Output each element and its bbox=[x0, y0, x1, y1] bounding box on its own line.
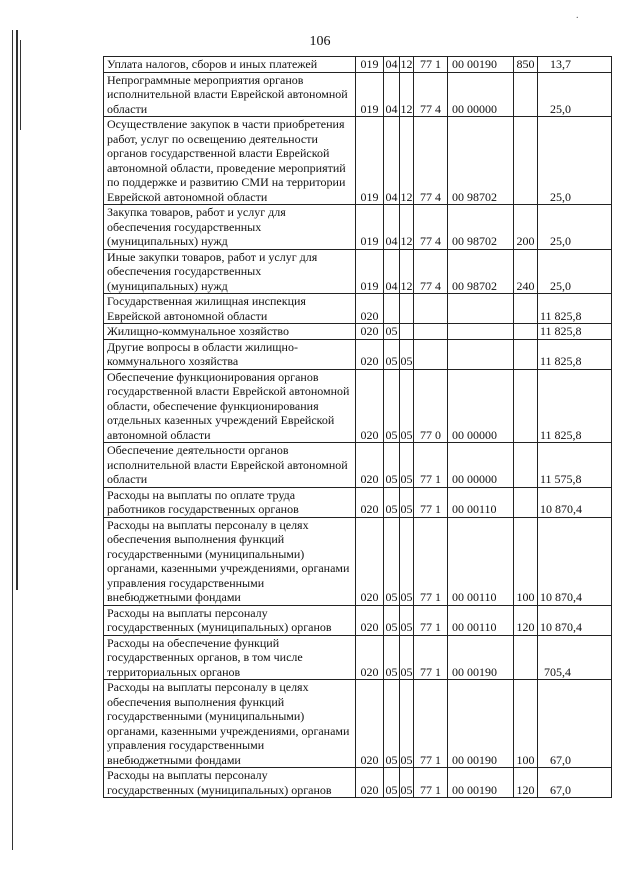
program-code-cell: 77 4 bbox=[414, 72, 448, 117]
subsection-code-cell: 05 bbox=[400, 605, 414, 635]
expense-type-cell: 100 bbox=[514, 517, 538, 605]
program-code-cell: 77 1 bbox=[414, 605, 448, 635]
section-code-cell bbox=[384, 294, 400, 324]
target-code-cell: 00 00110 bbox=[448, 517, 514, 605]
subsection-code-cell: 05 bbox=[400, 339, 414, 369]
section-code-cell: 05 bbox=[384, 369, 400, 443]
amount-cell: 25,0 bbox=[538, 205, 612, 250]
expense-type-cell bbox=[514, 72, 538, 117]
target-code-cell: 00 00000 bbox=[448, 369, 514, 443]
program-code-cell: 77 1 bbox=[414, 443, 448, 488]
amount-cell: 10 870,4 bbox=[538, 487, 612, 517]
table-row bbox=[104, 768, 612, 798]
item-name-cell: Расходы на выплаты персоналу государственных (муниципальных) органов bbox=[104, 768, 356, 798]
ministry-code-cell: 019 bbox=[356, 57, 384, 73]
subsection-code-cell: 12 bbox=[400, 117, 414, 205]
amount-cell: 25,0 bbox=[538, 249, 612, 294]
subsection-code-cell: 05 bbox=[400, 768, 414, 798]
target-code-cell: 00 00190 bbox=[448, 768, 514, 798]
ministry-code-cell: 020 bbox=[356, 487, 384, 517]
table-row bbox=[104, 635, 612, 680]
subsection-code-cell: 05 bbox=[400, 487, 414, 517]
section-code-cell: 05 bbox=[384, 487, 400, 517]
budget-table bbox=[103, 56, 612, 798]
ministry-code-cell: 019 bbox=[356, 72, 384, 117]
item-name-cell: Обеспечение функционирования органов государственной власти Еврейской автономной области, обеспечение функционирования отдельных казенных учреждений Еврейской автономной области bbox=[104, 369, 356, 443]
table-row bbox=[104, 57, 612, 73]
expense-type-cell bbox=[514, 487, 538, 517]
amount-cell: 11 575,8 bbox=[538, 443, 612, 488]
section-code-cell: 04 bbox=[385, 57, 398, 71]
table-row bbox=[104, 680, 612, 768]
item-name-cell: Расходы на выплаты персоналу государственных (муниципальных) органов bbox=[104, 605, 356, 635]
target-code-cell: 00 00110 bbox=[448, 487, 514, 517]
item-name-cell: Расходы на выплаты персоналу в целях обеспечения выполнения функций государственными (муниципальными) органами, казенными учреждениями, органами управления государственными внебюджетными фондами bbox=[104, 680, 356, 768]
target-code-cell: 00 98702 bbox=[448, 117, 514, 205]
section-code-cell: 05 bbox=[384, 517, 400, 605]
amount-cell: 10 870,4 bbox=[538, 517, 612, 605]
program-code-cell: 77 1 bbox=[414, 487, 448, 517]
amount-cell: 67,0 bbox=[538, 680, 612, 768]
item-name-cell: Расходы на выплаты персоналу в целях обеспечения выполнения функций государственными (муниципальными) органами, казенными учреждениями, органами управления государственными внебюджетными фондами bbox=[104, 517, 356, 605]
amount-cell: 25,0 bbox=[538, 117, 612, 205]
subsection-code-cell: 05 bbox=[400, 680, 414, 768]
item-name-cell: Осуществление закупок в части приобретения работ, услуг по освещению деятельности органов государственной власти Еврейской автономной области, проведение мероприятий по поддержке и развитию СМИ на территории Еврейской автономной области bbox=[104, 117, 356, 205]
program-code-cell: 77 4 bbox=[414, 205, 448, 250]
target-code-cell: 00 00190 bbox=[448, 635, 514, 680]
ministry-code-cell: 020 bbox=[356, 294, 384, 324]
section-code-cell: 05 bbox=[384, 635, 400, 680]
program-code-cell: 77 1 bbox=[414, 635, 448, 680]
expense-type-cell: 120 bbox=[514, 768, 538, 798]
amount-cell: 705,4 bbox=[538, 635, 612, 680]
ministry-code-cell: 020 bbox=[356, 517, 384, 605]
scan-speck: . bbox=[576, 10, 579, 21]
target-code-cell: 00 98702 bbox=[448, 249, 514, 294]
ministry-code-cell: 020 bbox=[356, 768, 384, 798]
item-name-cell: Государственная жилищная инспекция Еврейской автономной области bbox=[104, 294, 356, 324]
program-code-cell: 77 1 bbox=[414, 57, 448, 73]
target-code-cell bbox=[448, 324, 514, 340]
section-code-cell: 05 bbox=[384, 680, 400, 768]
expense-type-cell bbox=[514, 369, 538, 443]
expense-type-cell: 240 bbox=[514, 249, 538, 294]
target-code-cell: 00 00110 bbox=[448, 605, 514, 635]
ministry-code-cell: 019 bbox=[356, 117, 384, 205]
section-code-cell: 04 bbox=[384, 117, 400, 205]
item-name-cell: Обеспечение деятельности органов исполнительной власти Еврейской автономной области bbox=[104, 443, 356, 488]
amount-cell: 25,0 bbox=[538, 72, 612, 117]
target-code-cell: 00 00000 bbox=[448, 443, 514, 488]
table-row bbox=[104, 339, 612, 369]
expense-type-cell bbox=[514, 443, 538, 488]
binding-line bbox=[12, 30, 13, 850]
expense-type-cell: 850 bbox=[514, 57, 538, 73]
subsection-code-cell: 05 bbox=[400, 517, 414, 605]
expense-type-cell: 200 bbox=[514, 205, 538, 250]
section-code-cell: 05 bbox=[384, 339, 400, 369]
section-code-cell: 05 bbox=[384, 605, 400, 635]
table-row bbox=[104, 324, 612, 340]
amount-cell: 13,7 bbox=[538, 57, 612, 73]
table-row bbox=[104, 605, 612, 635]
program-code-cell: 77 4 bbox=[414, 249, 448, 294]
table-row bbox=[104, 117, 612, 205]
table-body bbox=[104, 57, 612, 798]
program-code-cell: 77 1 bbox=[414, 680, 448, 768]
subsection-code-cell: 12 bbox=[400, 205, 414, 250]
table-row bbox=[104, 487, 612, 517]
expense-type-cell: 120 bbox=[514, 605, 538, 635]
table-row bbox=[104, 249, 612, 294]
program-code-cell: 77 4 bbox=[414, 117, 448, 205]
ministry-code-cell: 019 bbox=[356, 249, 384, 294]
ministry-code-cell: 019 bbox=[356, 205, 384, 250]
subsection-code-cell: 12 bbox=[400, 57, 413, 71]
target-code-cell: 00 00000 bbox=[448, 72, 514, 117]
program-code-cell bbox=[414, 294, 448, 324]
table-row bbox=[104, 72, 612, 117]
section-code-cell: 04 bbox=[384, 72, 400, 117]
section-code-cell: 05 bbox=[385, 324, 398, 338]
subsection-code-cell: 12 bbox=[400, 72, 414, 117]
item-name-cell: Другие вопросы в области жилищно-коммунального хозяйства bbox=[104, 339, 356, 369]
target-code-cell bbox=[448, 339, 514, 369]
target-code-cell: 00 00190 bbox=[448, 680, 514, 768]
expense-type-cell bbox=[514, 339, 538, 369]
item-name-cell: Иные закупки товаров, работ и услуг для обеспечения государственных (муниципальных) нужд bbox=[104, 249, 356, 294]
ministry-code-cell: 020 bbox=[356, 324, 384, 340]
section-code-cell: 05 bbox=[384, 443, 400, 488]
ministry-code-cell: 020 bbox=[356, 680, 384, 768]
amount-cell: 10 870,4 bbox=[538, 605, 612, 635]
section-code-cell: 05 bbox=[384, 768, 400, 798]
expense-type-cell bbox=[514, 294, 538, 324]
table-row bbox=[104, 369, 612, 443]
ministry-code-cell: 020 bbox=[356, 443, 384, 488]
subsection-code-cell: 05 bbox=[400, 443, 414, 488]
subsection-code-cell: 12 bbox=[400, 249, 414, 294]
target-code-cell: 00 98702 bbox=[448, 205, 514, 250]
expense-type-cell bbox=[514, 117, 538, 205]
table-row bbox=[104, 443, 612, 488]
expense-type-cell: 100 bbox=[514, 680, 538, 768]
item-name-cell: Расходы на обеспечение функций государственных органов, в том числе территориальных органов bbox=[104, 635, 356, 680]
ministry-code-cell: 020 bbox=[356, 635, 384, 680]
target-code-cell bbox=[448, 294, 514, 324]
table-row bbox=[104, 205, 612, 250]
program-code-cell: 77 1 bbox=[414, 768, 448, 798]
binding-line bbox=[16, 30, 18, 590]
expense-type-cell bbox=[514, 324, 538, 340]
program-code-cell bbox=[414, 339, 448, 369]
ministry-code-cell: 020 bbox=[356, 339, 384, 369]
item-name-cell: Закупка товаров, работ и услуг для обеспечения государственных (муниципальных) нужд bbox=[104, 205, 356, 250]
item-name-cell: Жилищно-коммунальное хозяйство bbox=[104, 324, 356, 340]
section-code-cell: 04 bbox=[384, 249, 400, 294]
program-code-cell: 77 0 bbox=[414, 369, 448, 443]
program-code-cell: 77 1 bbox=[414, 517, 448, 605]
page-number: 106 bbox=[309, 34, 331, 49]
ministry-code-cell: 020 bbox=[356, 369, 384, 443]
item-name-cell: Непрограммные мероприятия органов исполнительной власти Еврейской автономной области bbox=[104, 72, 356, 117]
amount-cell: 67,0 bbox=[538, 768, 612, 798]
table-row bbox=[104, 294, 612, 324]
subsection-code-cell bbox=[400, 324, 414, 340]
program-code-cell bbox=[414, 324, 448, 340]
table-row bbox=[104, 517, 612, 605]
amount-cell: 11 825,8 bbox=[538, 294, 612, 324]
subsection-code-cell bbox=[400, 294, 414, 324]
item-name-cell: Уплата налогов, сборов и иных платежей bbox=[104, 57, 356, 73]
amount-cell: 11 825,8 bbox=[538, 339, 612, 369]
amount-cell: 11 825,8 bbox=[538, 324, 612, 340]
expense-type-cell bbox=[514, 635, 538, 680]
item-name-cell: Расходы на выплаты по оплате труда работников государственных органов bbox=[104, 487, 356, 517]
subsection-code-cell: 05 bbox=[400, 635, 414, 680]
subsection-code-cell: 05 bbox=[400, 369, 414, 443]
target-code-cell: 00 00190 bbox=[448, 57, 514, 73]
section-code-cell: 04 bbox=[384, 205, 400, 250]
amount-cell: 11 825,8 bbox=[538, 369, 612, 443]
ministry-code-cell: 020 bbox=[356, 605, 384, 635]
binding-line bbox=[20, 40, 21, 130]
